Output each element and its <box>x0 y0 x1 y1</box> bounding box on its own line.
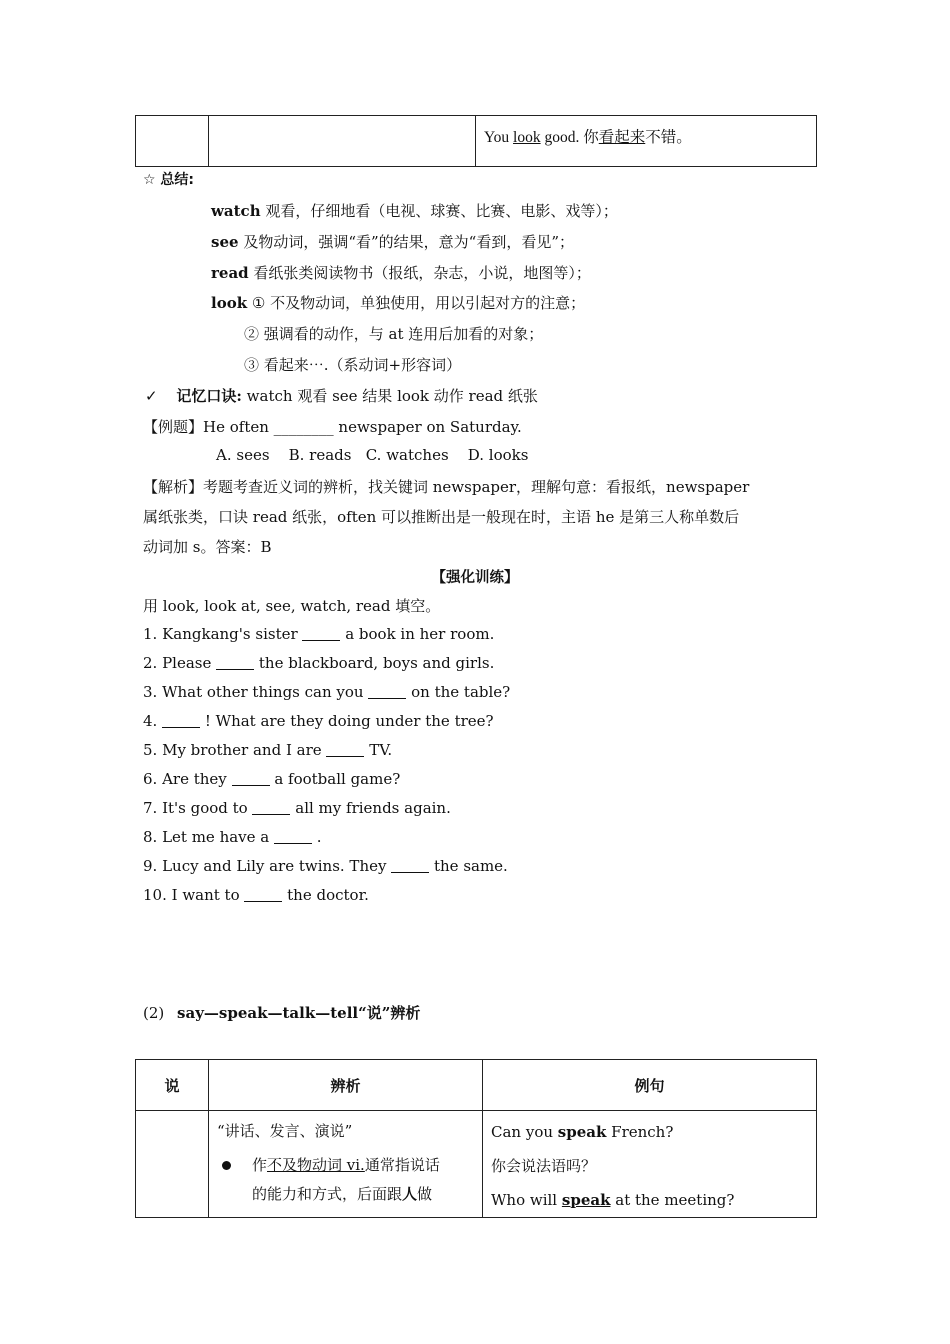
analysis-bold: 人 <box>402 1185 418 1203</box>
analysis-underlined: 不及物动词 vi. <box>267 1156 365 1174</box>
analysis-text: 做 <box>417 1185 433 1203</box>
summary-look <box>211 292 585 313</box>
check-icon: ✓ <box>145 387 158 405</box>
look-table-tail <box>135 115 817 167</box>
section2-heading <box>143 1002 420 1023</box>
summary-text: 看纸张类阅读物书（报纸，杂志，小说，地图等）； <box>248 264 591 282</box>
example-sentence-1 <box>491 1115 808 1149</box>
practice-item <box>143 625 494 643</box>
practice-item-text: TV. <box>364 741 393 759</box>
practice-item-text: the blackboard, boys and girls. <box>254 654 495 672</box>
practice-item-text: 7. It's good to <box>143 799 253 817</box>
example-bold-underlined: speak <box>561 1191 611 1209</box>
section2-number: (2) <box>143 1004 165 1022</box>
practice-item <box>143 828 322 846</box>
analysis-line-1: 【解析】考题考查近义词的辨析，找关键词 newspaper，理解句意：看报纸，newspaper <box>143 478 750 496</box>
keyword-see: see <box>211 233 239 251</box>
answer-blank <box>244 887 282 902</box>
table-cell-examples <box>483 1111 817 1218</box>
table-cell-word <box>136 1111 209 1218</box>
analysis-point-line1 <box>252 1151 474 1180</box>
example-text: good. 你 <box>540 129 599 146</box>
table-cell-empty <box>136 116 209 167</box>
practice-item-text: 4. <box>143 712 163 730</box>
example-text: Who will <box>491 1191 562 1209</box>
answer-blank <box>216 655 254 670</box>
example-translation-1: 你会说法语吗？ <box>491 1157 597 1175</box>
header-example: 例句 <box>483 1060 817 1111</box>
example-sentence-2 <box>491 1183 808 1217</box>
practice-item <box>143 799 451 817</box>
example-text: at the meeting? <box>610 1191 735 1209</box>
practice-instruction: 用 look, look at, see, watch, read 填空。 <box>143 597 441 615</box>
example-cn-underlined: 看起来 <box>598 129 646 146</box>
answer-blank <box>302 626 340 641</box>
practice-item-text: 8. Let me have a <box>143 828 275 846</box>
summary-read <box>211 262 591 283</box>
practice-item-text: 2. Please <box>143 654 217 672</box>
practice-item-text: 6. Are they <box>143 770 232 788</box>
example-sentence: He often ________ newspaper on Saturday. <box>203 418 522 436</box>
practice-item-text: on the table? <box>406 683 511 701</box>
analysis-text: 通常指说话 <box>364 1156 440 1174</box>
practice-item <box>143 886 369 904</box>
summary-text: 及物动词，强调“看”的结果，意为“看到，看见”； <box>238 233 574 251</box>
example-text: 不错。 <box>645 129 692 146</box>
practice-item-text: ! What are they doing under the tree? <box>200 712 494 730</box>
summary-heading: ☆ 总结: <box>143 172 195 188</box>
header-say: 说 <box>136 1060 209 1111</box>
bullet-icon <box>222 1161 231 1170</box>
example-verb: look <box>513 129 541 146</box>
keyword-read: read <box>211 264 249 282</box>
practice-item-text: 5. My brother and I are <box>143 741 327 759</box>
practice-item-text: a book in her room. <box>340 625 495 643</box>
answer-blank <box>252 800 290 815</box>
example-text: Can you <box>491 1123 558 1141</box>
summary-look-2: ② 强调看的动作，与 at 连用后加看的对象； <box>244 325 544 343</box>
practice-item <box>143 654 494 672</box>
summary-watch <box>211 200 618 221</box>
example-options: A. sees B. reads C. watches D. looks <box>216 446 529 464</box>
table-cell-analysis <box>209 1111 483 1218</box>
summary-see <box>211 231 574 252</box>
example-bold: speak <box>557 1123 607 1141</box>
table-cell-empty <box>209 116 476 167</box>
practice-item <box>143 770 400 788</box>
answer-blank <box>368 684 406 699</box>
answer-blank <box>391 858 429 873</box>
analysis-line-3: 动词加 s。答案：B <box>143 538 272 556</box>
practice-item <box>143 857 508 875</box>
analysis-text: 作 <box>252 1156 268 1174</box>
say-table <box>135 1059 817 1218</box>
practice-item-text: the same. <box>429 857 508 875</box>
practice-item-text: 9. Lucy and Lily are twins. They <box>143 857 392 875</box>
example-tag: 【例题】 <box>143 418 204 436</box>
section2-title: say—speak—talk—tell“说”辨析 <box>177 1004 421 1022</box>
answer-blank <box>274 829 312 844</box>
summary-text: 观看，仔细地看（电视、球赛、比赛、电影、戏等）； <box>260 202 618 220</box>
practice-title: 【强化训练】 <box>431 570 519 586</box>
practice-item <box>143 683 510 701</box>
analysis-line-2: 属纸张类，口诀 read 纸张，often 可以推断出是一般现在时，主语 he 是第三人称单数后 <box>143 508 740 526</box>
example-text: French? <box>606 1123 674 1141</box>
mnemonic-line <box>145 385 538 406</box>
practice-item-text: all my friends again. <box>290 799 451 817</box>
practice-item-text: 3. What other things can you <box>143 683 369 701</box>
mnemonic-label: 记忆口诀: <box>176 387 242 405</box>
keyword-watch: watch <box>211 202 261 220</box>
practice-item-text: . <box>312 828 322 846</box>
mnemonic-text: watch 观看 see 结果 look 动作 read 纸张 <box>241 387 538 405</box>
example-question <box>143 416 522 437</box>
summary-text: ① 不及物动词，单独使用，用以引起对方的注意； <box>247 294 586 312</box>
example-text: You <box>484 129 514 146</box>
practice-item-text: a football game? <box>269 770 401 788</box>
keyword-look: look <box>211 294 248 312</box>
analysis-text: 的能力和方式，后面跟 <box>252 1185 403 1203</box>
answer-blank <box>162 713 200 728</box>
practice-item-text: 1. Kangkang's sister <box>143 625 303 643</box>
analysis-point-line2 <box>252 1180 474 1209</box>
practice-item <box>143 741 392 759</box>
practice-item-text: the doctor. <box>282 886 369 904</box>
analysis-intro: “讲话、发言、演说” <box>217 1122 353 1140</box>
summary-look-3: ③ 看起来⋯.（系动词+形容词） <box>244 356 462 374</box>
practice-item <box>143 712 494 730</box>
practice-item-text: 10. I want to <box>143 886 245 904</box>
table-cell-example <box>476 116 817 167</box>
answer-blank <box>232 771 270 786</box>
header-analysis: 辨析 <box>209 1060 483 1111</box>
answer-blank <box>326 742 364 757</box>
